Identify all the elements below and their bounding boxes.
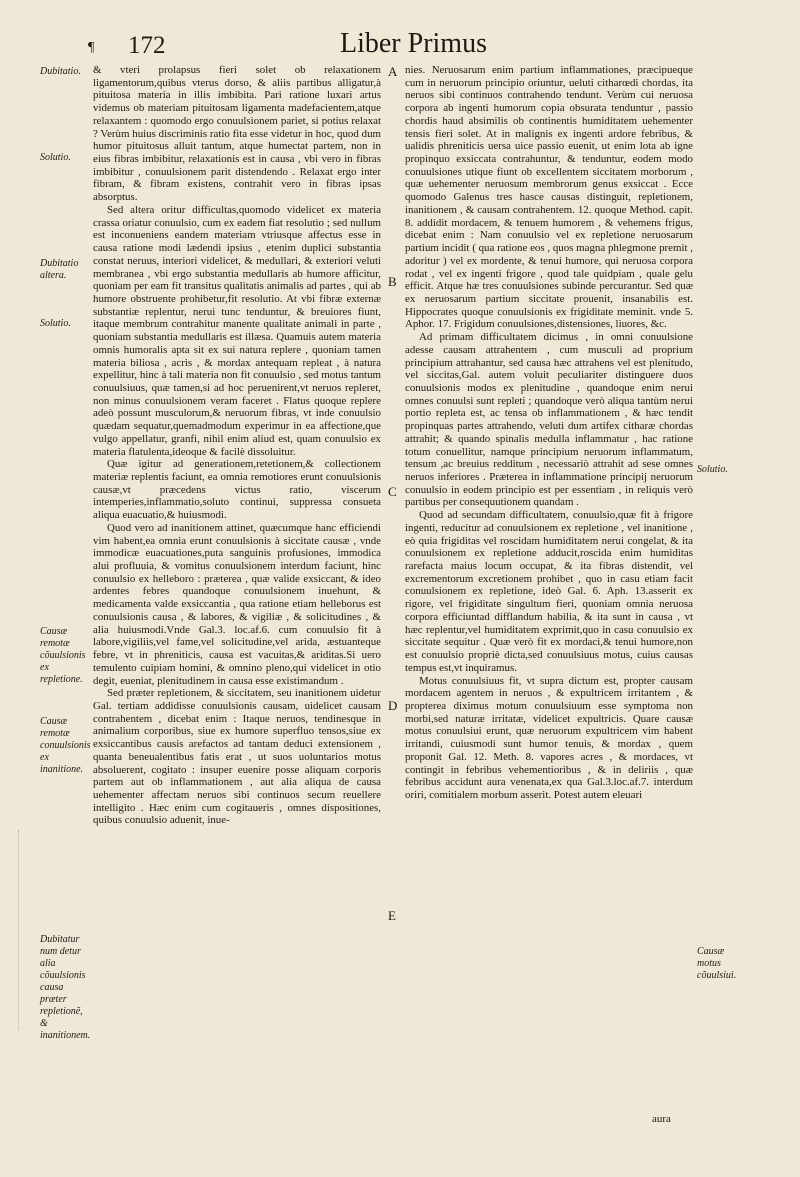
margin-note-causae-motus: Causæ motus cõuulsiui. — [697, 946, 737, 981]
paragraph: & vteri prolapsus fieri solet ob relaxationem ligamentorum,quibus vterus dorso, & aliis partibus alligatur,à pituitosa materia in illis imbibita. Pari ratione luxari artus videmus ob materiam pituitosam ligamenta madefacientem,atque relaxantem : quomodo ergo conuulsionem pariet, si potius relaxat ? Verùm huius discriminis ratio fita esse videtur in hoc, quod dum humor pituitosus alluit tantum, atque humectat partem, non in eius fibras imbibitur, relaxationis est in causa , vbi vero in fibras imbibitur , conuulsionem parit distendendo . Relaxat ergo inter fibram, & fibram existens, contrahit vero in fibras ipsas absorptus. — [93, 64, 381, 204]
paragraph: Ad primam difficultatem dicimus , in omni conuulsione adesse causam attrahentem , cum musculi ad proprium principium attrahantur, sed causa hæc attrahens vel est plenitudo, vel siccitas,Gal. autem voluit peculiariter distinguere duos conuulsionis modos ex plenitudine , quandoque enim nerui omnes conuulsi sunt repleti ; quandoque verò aliqua tantùm nerui portio repleta est, ac tensa ob inflammationem , & hæc tendit propinquas partes attrahendo, veluti dum artifex citharæ chordas attrahit; & quando spinalis medulla inflammatur , hac ratione totum conuellitur, namque principium neruorum inflammatum, tensum ,ac breuius redditum , necessariò attrahit ad sese omnes neruos inferiores . Præterea in inflammatione principij neruorum conuulsio in eodem principio est per essentiam , in reliquis verò partibus per consequutionem quandam . — [405, 331, 693, 509]
margin-note-causae-inanitione: Causæ remotæ conuulsionis ex inanitione. — [40, 716, 91, 775]
paragraph: Sed præter repletionem, & siccitatem, seu inanitionem uidetur Gal. tertiam addidisse conuulsionis causam, uidelicet causam contrahentem , dicebat enim : Itaque neruos, tendinesque in animalium corporibus, siue ex humore superfluo tensos,siue ex exsiccantibus causis arefactos ad tantam deduci extensionem , quanta beneualentibus fatis erat , ut suos uoluntarios motus absoluerent, cogitato : insuper euenire posse aliquam corporis partem aut ob inflammationem , aut alia aliqua de causa uehementer affectam neruos sibi continuos secum reuellere intelligito . Hæc enim cum cogitaueris , omnes dispositiones, quibus conuulsio aduenit, inue- — [93, 687, 381, 827]
paragraph: Quod vero ad inanitionem attinet, quæcumque hanc efficiendi vim habent,ea omnia erunt conuulsionis à siccitate causæ , vnde immodicæ euacuationes,puta sanguinis profusiones, immodica alui profluuia, & vomitus conuulsionem interdum faciunt, hinc conuulsio ex helleboro : præterea , quæ valide exsiccant, & ideo ardentes febres quandoque conuulsionem inuehunt, & medicamenta valde exsiccantia , qua ratione etiam helleborus est conuulsionis causa , & labores, & vigiliæ , & solicitudines , & alia huiusmodi.Vnde Gal.3. loc.af.6. cum conuulsio fit à labore,vigiliis,vel fame,vel solicitudine,vel arida, æstuanteque febre, vt in phreniticis, causa est vacuitas,& ariditas.Si uero temulento cuipiam homini, & omnino pleno,qui videlicet in otio degit, eueniat, plenitudinem in causa esse existimandum . — [93, 521, 381, 687]
margin-note-dubitatur: Dubitatur num detur alia cõuulsionis causa præter repletionẽ, & inanitionem. — [40, 934, 91, 1041]
paragraph: Quod ad secundam difficultatem, conuulsio,quæ fit à frigore ingenti, reducitur ad conuulsionem ex repletione , vel inanitione , eò quia frigiditas vel roscidam humiditatem nerui congelat, & ita conuulsionem ex repletione adducit,roscida enim humiditas rarefacta maius locum occupat, & ita fibras distendit, vel excrementorum excretionem prohibet , quo in casu etiam facit conuulsionem ex repletione, ideò Gal. 6. Aph. 13.asserit ex rigore, vel frigiditate singultum fieri, quoniam omnia neruosa corpora efficiuntad difflandum habilia, & ita sunt in causa , vt hæc replentur,vel humiditatem exprimit,quo in casu conuulsio ex siccitate sequitur . Quæ verò fit ex mordaci,& tenui humore,non est conuulsio propriè dicta,sed conuulsiuus motus, cuius causas tempus est,vt inquiramus. — [405, 509, 693, 674]
section-letter-d: D — [388, 698, 398, 713]
right-column — [405, 64, 693, 802]
section-letter-c: C — [388, 484, 397, 499]
section-letter-a: A — [388, 64, 398, 79]
margin-note-solutio: Solutio. — [40, 152, 71, 163]
paragraph: Motus conuulsiuus fit, vt supra dictum est, propter causam mordacem agentem in neruos , & expultricem irritantem , & propterea diximus motum conuulsiuum esse symptoma non morbi,sed naturæ irritatæ, videlicet expultricis. Quare causæ motus conuulsiui erunt, quæ neruorum expultricem vim habent irritandi, cuiusmodi sunt humor tenuis, & mordax , quem proponit Gal. 12. Meth. 8. vapores acres , & mordaces, vt contingit in febribus vehementioribus , & in deliriis , quæ febribus accidunt aura venenata,ex qua Gal.3.loc.af.7. interdum oriri, comitialem morbum asserit. Potest autem eleuari — [405, 674, 693, 801]
paragraph: nies. Neruosarum enim partium inflammationes, præcipueque cum in neruorum principio oriuntur, ueluti citharœdi chordas, ita neruos sibi continuos contrahendo tendunt. Verùm cui neruosa corpora ab ingenti humorum copia obsurata tenduntur , passio chordis haud absimilis ob continentis humiditatem uehementer tensis fieri solet. At in malignis ex ingenti ardore febribus, & ualidis phreniticis uersa uice passio euenit, ut enim lota ab igne propinquo exsiccata contrahuntur, & tenduntur, eodem modo conuulsiones utique fiunt ob excellentem siccitatem morborum , quæ uehementer neruosum membrorum genus exsiccat . Ecce quomodo Galenus tres hasce causas distinguit, repletionem, inanitionem , & causam contrahentem. 12. quoque Method. capit. 8. addidit mordacem, & tenuem humorem , & vehemens frigus, dicebat enim : Nam conuulsio vel ex repletione neruosarum partium incidit ( qua ratione eos , quos magna phlegmone premit , adoritur ) vel ex mordente, & tenui humore, qui neruosa corpora rodat , vel ex ingenti frigore , quod tale quidpiam , quale gelu efficit. Atque hæ tres conuulsiones subinde percurantur. Sed quæ ex neruosarum partium siccitate prouenit, insanabilis est. Hippocrates quoque conuulsionis ex frigiditate meminit. vnde 5. Aphor. 17. Frigidum conuulsiones,distensiones, liuores, &c. — [405, 64, 693, 331]
page-number: 172 — [128, 32, 166, 59]
margin-note-dubitatio-altera: Dubitatio altera. — [40, 258, 79, 281]
margin-note-solutio-2: Solutio. — [40, 318, 71, 329]
paragraph: Quæ igitur ad generationem,retetionem,& collectionem materiæ replentis faciunt, ea omnia remotiores erunt conuulsionis causæ,vt præcedens victus ratio, viscerum intemperies,inflammatio,soluto continui, suppressa consueta aliqua euacuatio,& huiusmodi. — [93, 458, 381, 522]
catchword: aura — [652, 1113, 671, 1125]
section-letter-b: B — [388, 274, 397, 289]
margin-note-causae-repletione: Causæ remotæ cõuulsionis ex repletione. — [40, 626, 86, 685]
page-header — [0, 26, 800, 66]
section-letter-e: E — [388, 908, 396, 923]
running-title: Liber Primus — [340, 28, 487, 59]
margin-note-dubitatio: Dubitatio. — [40, 66, 81, 77]
page-stain — [18, 830, 25, 1030]
left-column — [93, 64, 381, 827]
paragraph: Sed altera oritur difficultas,quomodo videlicet ex materia crassa oriatur conuulsio, cum ex eadem fiat resolutio ; sed nullum est inconueniens eandem materiam vtriusque affectus esse in causa ratione modi lædendi ipsius , etenim duplici substantia constat neruus, interiori videlicet, & medullari, & exteriori veluti membranea , vbi ergo substantia medullaris ab humore afficitur, quoniam per eam fit transitus qualitatis animalis ad partes , qui ab humore obstruente prohibetur,fit resolutio. At vbi fibræ externæ substantiæ replentur, nerui tunc tenduntur, & breuiores fiunt, itaque membrum contrahitur manente qualitate animali in parte , quoniam substantia medullaris est illæsa. Quamuis autem materia omnis humoralis apta sit ex sui natura replere , quoniam tamen materia biliosa , acris , & mordax antequam repleat , à natura expellitur, hinc à tali materia non fit conuulsio , sed motus tantum conuulsiuus, quæ tamen,si ad hoc peruenirent,vt neruos repleret, non minus conuulsionem veram faceret . Flatus quoque replere adeò possunt musculorum,& neruorum fibras, vt inde conuulsio quædam sequatur,quemadmodum experimur in ea affectione,que vulgo appellatur, granfi, nihil enim aliud est, quam conuulsio ex materia flatulenta,ideoque & facilè dissoluitur. — [93, 203, 381, 458]
margin-note-solutio-right: Solutio. — [697, 464, 728, 475]
header-mark: ¶ — [88, 40, 95, 55]
